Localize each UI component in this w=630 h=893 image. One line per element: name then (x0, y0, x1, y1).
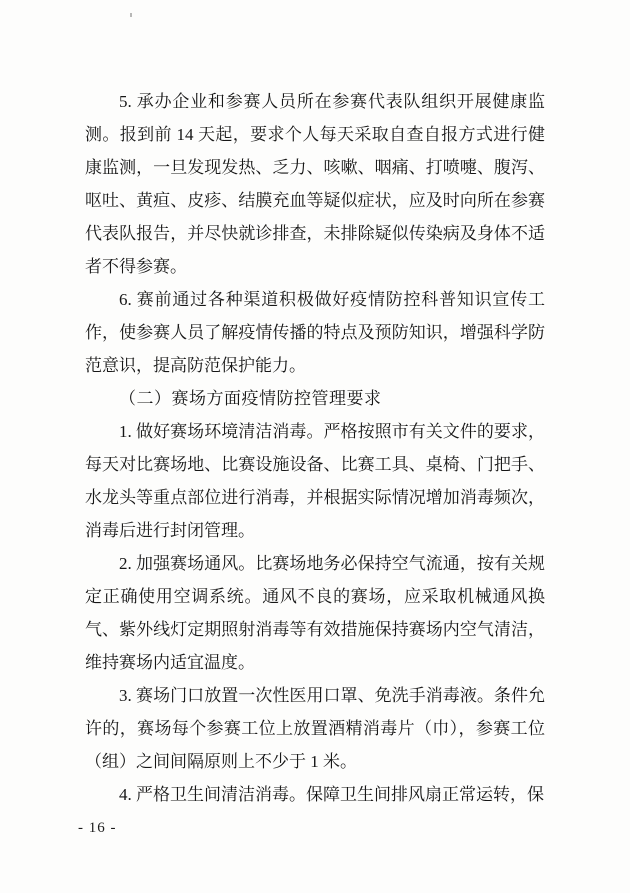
paragraph: 1. 做好赛场环境清洁消毒。严格按照市有关文件的要求，每天对比赛场地、比赛设施设备、比赛工具、桌椅、门把手、水龙头等重点部位进行消毒，并根据实际情况增加消毒频次，消毒后进行封闭管理。 (85, 422, 545, 540)
paragraph: 2. 加强赛场通风。比赛场地务必保持空气流通，按有关规定正确使用空调系统。通风不良的赛场，应采取机械通风换气、紫外线灯定期照射消毒等有效措施保持赛场内空气清洁，维持赛场内适宜温度。 (85, 554, 545, 672)
paragraph: 3. 赛场门口放置一次性医用口罩、免洗手消毒液。条件允许的，赛场每个参赛工位上放置酒精消毒片（巾），参赛工位（组）之间间隔原则上不少于 1 米。 (85, 686, 545, 771)
paragraph: 6. 赛前通过各种渠道积极做好疫情防控科普知识宣传工作，使参赛人员了解疫情传播的特点及预防知识，增强科学防范意识，提高防范保护能力。 (85, 290, 545, 375)
paragraph: 4. 严格卫生间清洁消毒。保障卫生间排风扇正常运转，保 (119, 785, 544, 804)
paragraph: 5. 承办企业和参赛人员所在参赛代表队组织开展健康监测。报到前 14 天起，要求个人每天采取自查自报方式进行健康监测，一旦发现发热、乏力、咳嗽、咽痛、打喷嚏、腹泻、呕吐、黄疸、皮疹、结膜充血等疑似症状，应及时向所在参赛代表队报告，并尽快就诊排查，未排除疑似传染病及身体不适者不得参赛。 (85, 92, 545, 276)
section-heading: （二）赛场方面疫情防控管理要求 (119, 389, 382, 408)
document-body (85, 85, 545, 811)
page-number: - 16 - (78, 820, 117, 836)
scan-artifact (130, 13, 132, 17)
